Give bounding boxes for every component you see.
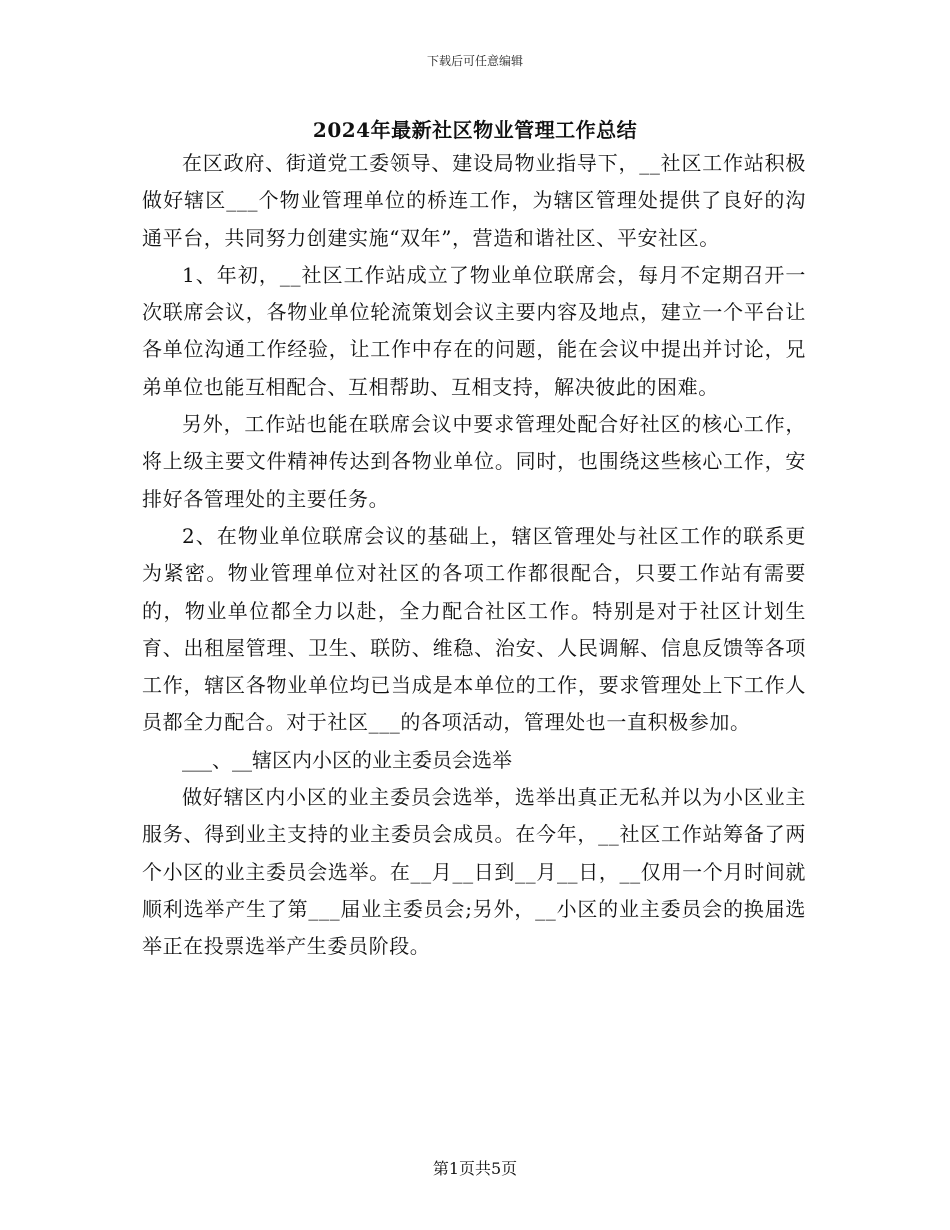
paragraph-election: 做好辖区内小区的业主委员会选举，选举出真正无私并以为小区业主服务、得到业主支持的业主委员会成员。在今年，__社区工作站筹备了两个小区的业主委员会选举。在__月__日到__月__日，__仅用一个月时间就顺利选举产生了第___届业主委员会;另外，__小区的业主委员会的换届选举正在投票选举产生委员阶段。 — [142, 785, 806, 959]
paragraph-item-1: 1、年初，__社区工作站成立了物业单位联席会，每月不定期召开一次联席会议，各物业单位轮流策划会议主要内容及地点，建立一个平台让各单位沟通工作经验，让工作中存在的问题，能在会议中提出并讨论，兄弟单位也能互相配合、互相帮助、互相支持，解决彼此的困难。 — [142, 262, 806, 399]
page-header-note: 下载后可任意编辑 — [426, 54, 523, 68]
page-number: 第1页共5页 — [432, 1159, 518, 1178]
paragraph-intro: 在区政府、街道党工委领导、建设局物业指导下，__社区工作站积极做好辖区___个物业管理单位的桥连工作，为辖区管理处提供了良好的沟通平台，共同努力创建实施“双年”，营造和谐社区、平安社区。 — [142, 151, 806, 250]
paragraph-additional: 另外，工作站也能在联席会议中要求管理处配合好社区的核心工作，将上级主要文件精神传达到各物业单位。同时，也围绕这些核心工作，安排好各管理处的主要任务。 — [142, 412, 806, 511]
section-heading: ___、__辖区内小区的业主委员会选举 — [182, 747, 512, 772]
document-title: 2024年最新社区物业管理工作总结 — [312, 118, 638, 142]
paragraph-item-2: 2、在物业单位联席会议的基础上，辖区管理处与社区工作的联系更为紧密。物业管理单位对社区的各项工作都很配合，只要工作站有需要的，物业单位都全力以赴，全力配合社区工作。特别是对于社区计划生育、出租屋管理、卫生、联防、维稳、治安、人民调解、信息反馈等各项工作，辖区各物业单位均已当成是本单位的工作，要求管理处上下工作人员都全力配合。对于社区___的各项活动，管理处也一直积极参加。 — [142, 523, 806, 735]
document-body — [142, 145, 806, 966]
